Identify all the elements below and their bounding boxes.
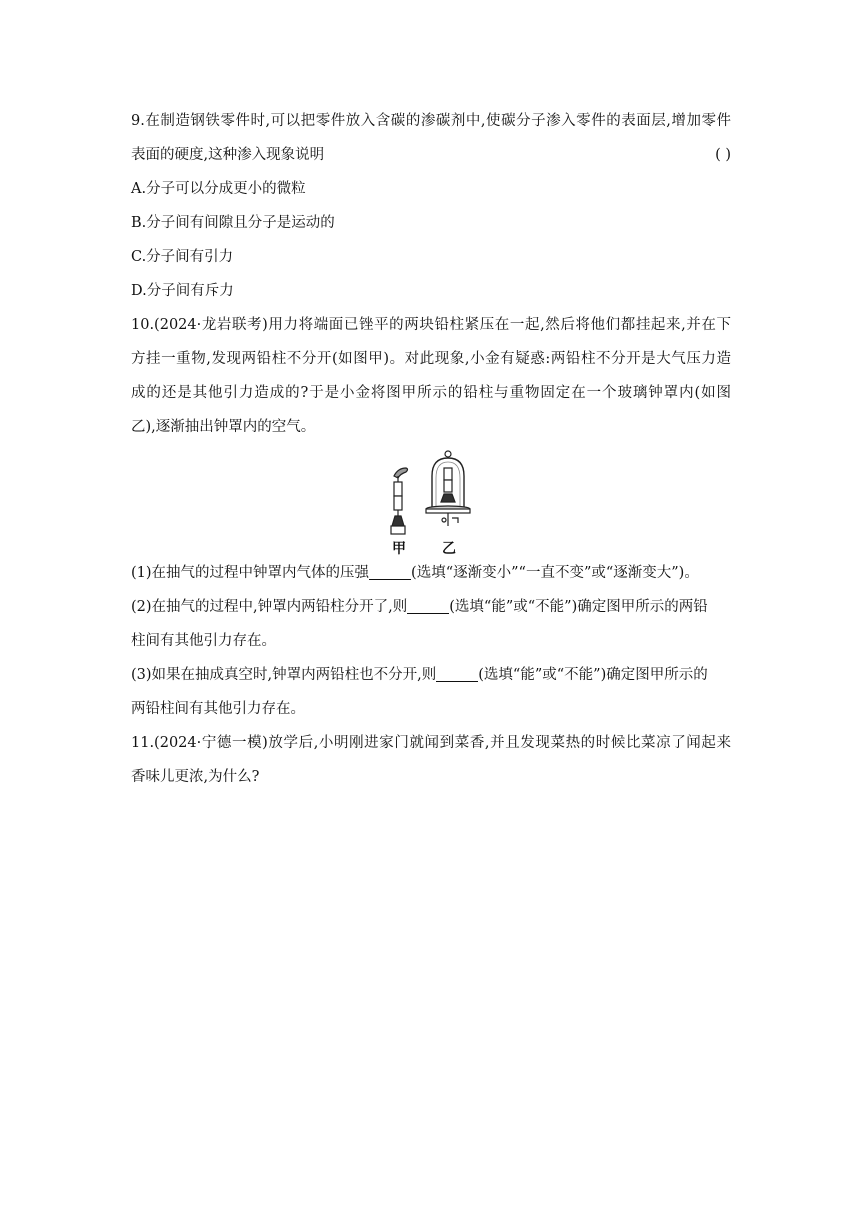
hand-icon (394, 468, 408, 478)
q9-option-a: A.分子可以分成更小的微粒 (131, 181, 306, 197)
q9-stem-line2 (131, 145, 731, 165)
q10-sub3 (131, 665, 731, 685)
figure-label-yi: 乙 (442, 541, 456, 557)
q10-sub1 (131, 563, 731, 583)
q10-sub2-choices: (选填“能”或“不能”)确定图甲所示的两铅 (449, 599, 708, 615)
q10-sub2-line2: 柱间有其他引力存在。 (131, 633, 276, 649)
answer-bracket: ( ) (715, 147, 731, 163)
answer-blank[interactable] (436, 666, 478, 682)
answer-blank[interactable] (369, 564, 411, 580)
q10-stem-line3: 成的还是其他引力造成的?于是小金将图甲所示的铅柱与重物固定在一个玻璃钟罩内(如图 (131, 385, 731, 401)
lead-cylinder-figure (380, 446, 480, 558)
q10-sub3-line2: 两铅柱间有其他引力存在。 (131, 701, 305, 717)
q10-sub3-choices: (选填“能”或“不能”)确定图甲所示的 (478, 667, 708, 683)
q10-sub3-text: (3)如果在抽成真空时,钟罩内两铅柱也不分开,则 (131, 667, 437, 683)
q10-stem-line2: 方挂一重物,发现两铅柱不分开(如图甲)。对此现象,小金有疑惑:两铅柱不分开是大气压力造 (131, 351, 731, 367)
q9-option-d: D.分子间有斥力 (131, 283, 234, 299)
figure-yi-bell-jar (426, 451, 470, 526)
q10-sub1-choices: (选填“逐渐变小”“一直不变”或“逐渐变大”)。 (411, 565, 699, 581)
q11-stem-line2: 香味儿更浓,为什么? (131, 769, 260, 785)
q10-sub2 (131, 597, 731, 617)
q9-option-c: C.分子间有引力 (131, 249, 234, 265)
q11-stem-line1: 11.(2024·宁德一模)放学后,小明刚进家门就闻到菜香,并且发现菜热的时候比菜凉了闻起来 (131, 735, 731, 751)
figure-label-jia: 甲 (392, 541, 406, 557)
q9-stem-text: 表面的硬度,这种渗入现象说明 (131, 147, 325, 163)
figure-drawing (380, 446, 480, 546)
q10-sub1-text: (1)在抽气的过程中钟罩内气体的压强 (131, 565, 370, 581)
q10-sub2-text: (2)在抽气的过程中,钟罩内两铅柱分开了,则 (131, 599, 408, 615)
answer-blank[interactable] (407, 598, 449, 614)
q9-option-b: B.分子间有间隙且分子是运动的 (131, 215, 335, 231)
q10-stem-line1: 10.(2024·龙岩联考)用力将端面已锉平的两块铅柱紧压在一起,然后将他们都挂起来,并在下 (131, 317, 731, 333)
figure-jia-apparatus (391, 468, 408, 534)
q10-stem-line4: 乙),逐渐抽出钟罩内的空气。 (131, 419, 316, 435)
q9-stem-line1: 9.在制造钢铁零件时,可以把零件放入含碳的渗碳剂中,使碳分子渗入零件的表面层,增加零件 (131, 113, 731, 129)
